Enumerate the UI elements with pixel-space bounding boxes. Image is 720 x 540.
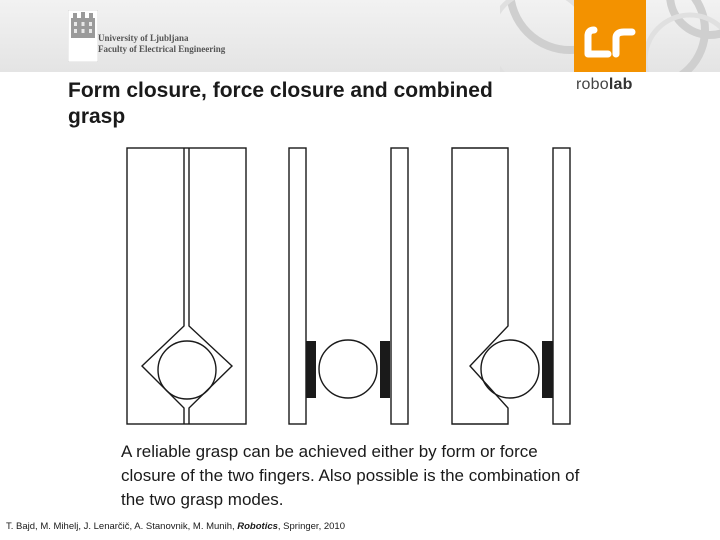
- citation: [6, 521, 345, 532]
- university-logo: [68, 10, 98, 62]
- slide-caption: A reliable grasp can be achieved either by form or force closure of the two fingers. Also possible is the combination of the two grasp modes.: [121, 442, 580, 509]
- force-closure-object: [319, 340, 377, 398]
- robolab-logo: [574, 0, 646, 72]
- citation-rest: , Springer, 2010: [277, 521, 345, 532]
- slide-title: Form closure, force closure and combined grasp: [68, 79, 493, 128]
- grasp-diagram: [110, 140, 590, 430]
- faculty-line: Faculty of Electrical Engineering: [98, 44, 226, 54]
- force-closure-left-pad: [306, 341, 316, 398]
- university-line: University of Ljubljana: [98, 33, 189, 43]
- combined-right-pad: [542, 341, 553, 398]
- force-closure-left-finger: [289, 148, 306, 424]
- combined-object: [481, 340, 539, 398]
- robolab-wordmark: [576, 76, 633, 94]
- form-closure-right-finger: [189, 148, 232, 424]
- form-closure-figure: [127, 148, 246, 424]
- force-closure-right-finger: [391, 148, 408, 424]
- robolab-suffix: lab: [608, 76, 633, 93]
- form-closure-outline: [127, 148, 246, 424]
- form-closure-left-finger: [142, 148, 184, 424]
- form-closure-object: [158, 341, 216, 399]
- robolab-prefix: robo: [576, 76, 609, 93]
- lr-logo-icon: [574, 0, 646, 72]
- combined-left-finger: [452, 148, 508, 424]
- citation-book: Robotics: [237, 521, 278, 532]
- force-closure-right-pad: [380, 341, 390, 398]
- combined-right-finger: [553, 148, 570, 424]
- university-name: [98, 33, 225, 55]
- citation-authors: T. Bajd, M. Mihelj, J. Lenarčič, A. Stanovnik, M. Munih,: [6, 521, 238, 532]
